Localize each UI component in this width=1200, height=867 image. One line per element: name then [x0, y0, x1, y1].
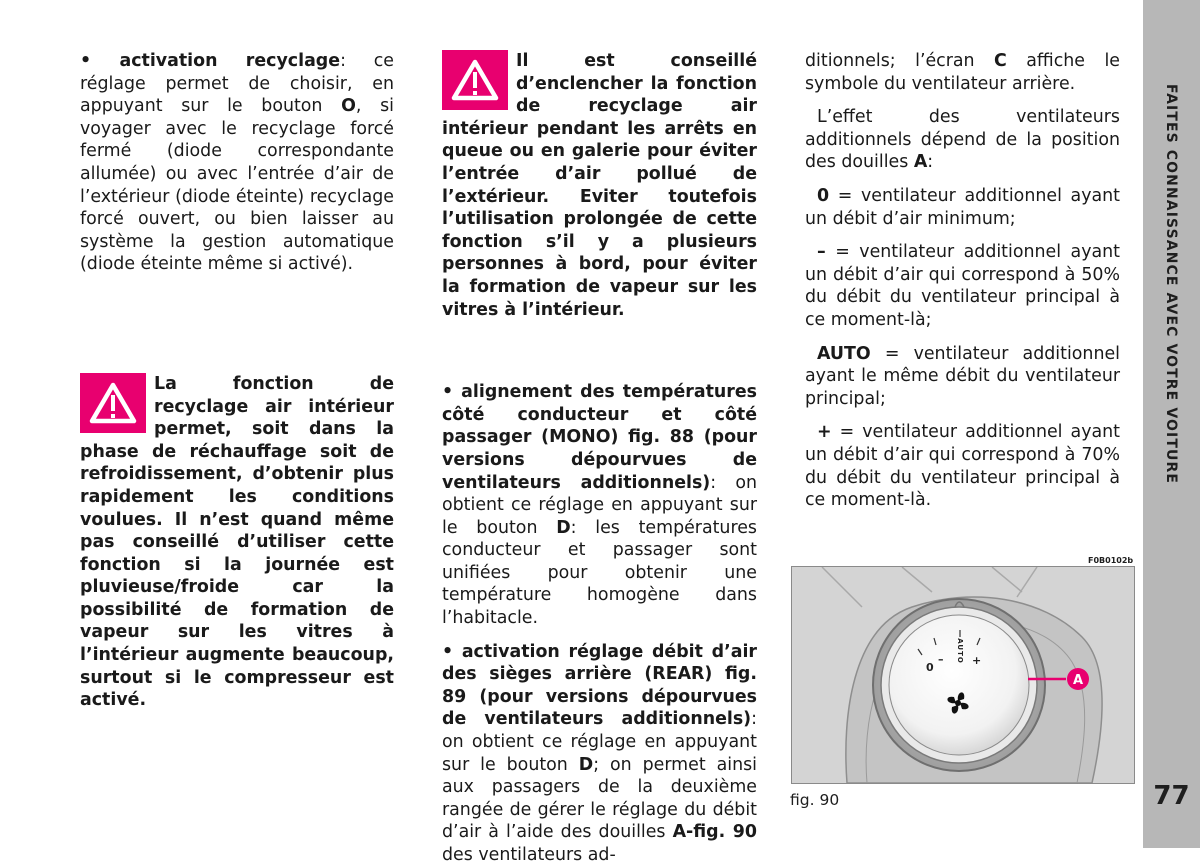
figure-code: F0B0102b	[1088, 556, 1134, 565]
knob-label-plus: +	[972, 654, 982, 667]
knob-label-zero: 0	[926, 661, 934, 674]
continuation-paragraph: ditionnels; l’écran C affiche le symbole du ventilateur arrière.	[805, 51, 1120, 94]
option-plus: + = ventilateur additionnel ayant un débit d’air qui correspond à 70% du débit du ventilateur principal à ce moment-là.	[805, 422, 1120, 511]
option-auto: AUTO = ventilateur additionnel ayant le même débit du ventilateur principal;	[805, 343, 1120, 409]
traffic-warning-text: Il est conseillé d’enclencher la fonction de recyclage air intérieur pendant les arrêts en queue ou en galerie pour éviter l’entrée d’air pollué de l’extérieur. Eviter toutefois l’utilisation prolongée de cette fonction s’il y a plusieurs personnes à bord, pour éviter la formation de vapeur sur les vitres à l’intérieur.	[442, 51, 757, 320]
page-number: 77	[1153, 781, 1190, 811]
column-left	[80, 50, 394, 712]
option-zero: 0 = ventilateur additionnel ayant un débit d’air minimum;	[805, 185, 1120, 229]
button-d-label: D	[556, 517, 571, 538]
fan-control-illustration	[792, 567, 1134, 783]
warning-icon	[442, 50, 508, 110]
rear-paragraph: • activation réglage débit d’air des sièges arrière (REAR) fig. 89 (pour versions dépourvues de ventilateurs additionnels): on obtient ce réglage en appuyant sur le bouton D; on permet ainsi aux passagers de la deuxième rangée de gérer le réglage du débit d’air à l’aide des douilles A-fig. 90 des ventilateurs ad-	[442, 641, 757, 865]
letter-a-label: A	[913, 152, 928, 173]
chapter-title: FAITES CONNAISSANCE AVEC VOTRE VOITURE	[1163, 84, 1179, 484]
column-right	[805, 50, 1120, 512]
knob-label-auto: AUTO	[956, 638, 964, 664]
recycling-activation-lead: • activation recyclage	[80, 51, 341, 71]
button-o-label: O	[341, 96, 356, 117]
mono-paragraph: • alignement des températures côté conducteur et côté passager (MONO) fig. 88 (pour versions dépourvues de ventilateurs additionnels): on obtient ce réglage en appuyant sur le bouton D: les températures conducteur et passager sont unifiées pour obtenir une température homogène dans l’habitacle.	[442, 382, 757, 629]
figure-caption: fig. 90	[790, 791, 840, 809]
screen-c-label: C	[994, 51, 1007, 71]
recycling-activation-paragraph: • activation recyclage: ce réglage permet de choisir, en appuyant sur le bouton O, si voyager avec le recyclage forcé fermé (diode correspondante allumée) ou avec l’entrée d’air de l’extérieur (diode éteinte) recyclage forcé ouvert, ou bien laisser au système la gestion automatique (diode éteinte même si activé).	[80, 51, 394, 275]
traffic-warning-block	[442, 50, 757, 321]
callout-a: A	[1072, 673, 1084, 688]
effect-paragraph: L’effet des ventilateurs additionnels dépend de la position des douilles A:	[805, 107, 1120, 173]
fan-control-figure	[791, 566, 1135, 784]
rear-lead: • activation réglage débit d’air des sièges arrière (REAR) fig. 89 (pour versions dépourvues de ventilateurs additionnels)	[442, 641, 757, 730]
option-minus: – = ventilateur additionnel ayant un débit d’air qui correspond à 50% du débit du ventilateur principal à ce moment-là;	[805, 242, 1120, 330]
warning-icon	[80, 373, 146, 433]
recycling-warning-block	[80, 373, 394, 712]
recycling-warning-text: La fonction de recyclage air intérieur permet, soit dans la phase de réchauffage soit de refroidissement, d’obtenir plus rapidement les conditions voulues. Il n’est quand même pas conseillé d’utiliser cette fonction si la journée est pluvieuse/froide car la possibilité de formation de vapeur sur les vitres à l’intérieur augmente beaucoup, surtout si le compresseur est activé.	[80, 373, 394, 711]
mono-lead: • alignement des températures côté conducteur et côté passager (MONO) fig. 88 (pour versions dépourvues de ventilateurs additionnels)	[442, 382, 757, 493]
figure-reference: A-fig. 90	[672, 822, 757, 843]
knob-label-minus: –	[938, 653, 944, 666]
button-d-label: D	[578, 754, 594, 775]
column-middle	[442, 50, 757, 867]
